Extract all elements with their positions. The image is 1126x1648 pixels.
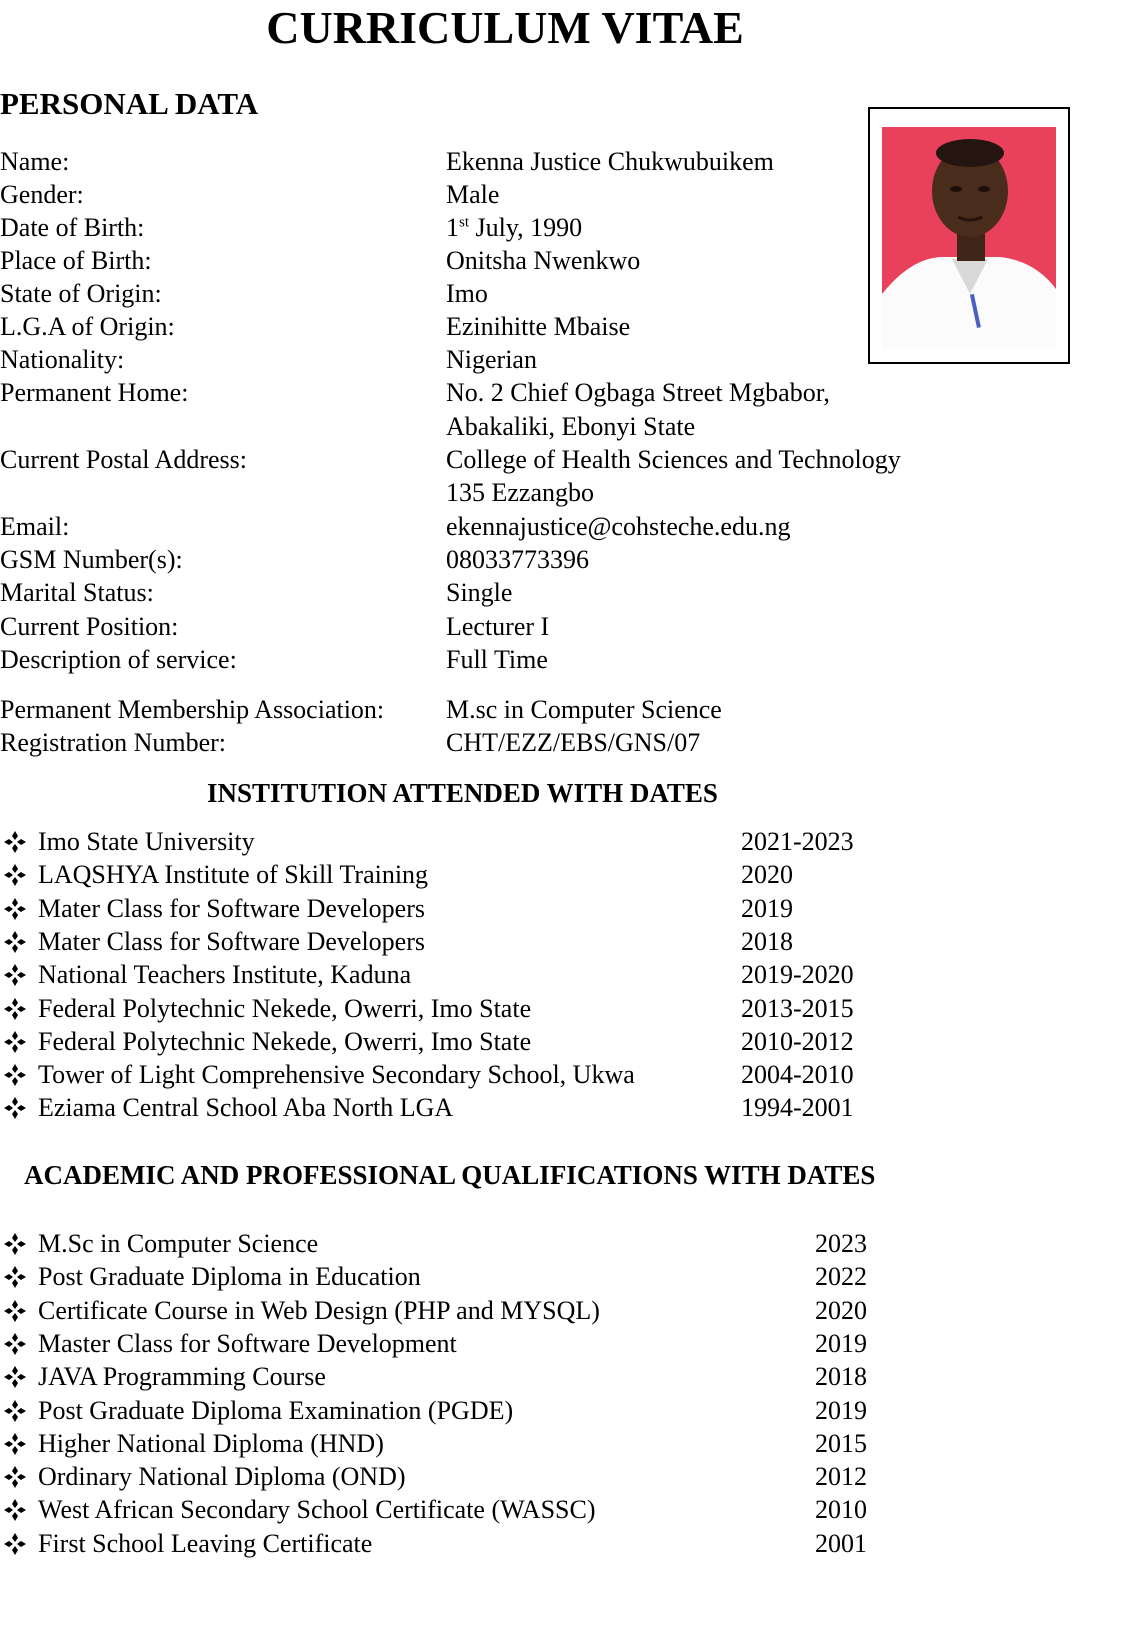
bullet-diamond-icon [2,1531,28,1557]
field-label: Nationality: [0,345,125,374]
field-value: CHT/EZZ/EBS/GNS/07 [446,728,701,757]
field-value: College of Health Sciences and Technology [446,445,901,474]
field-label: GSM Number(s): [0,545,183,574]
field-value: Ekenna Justice Chukwubuikem [446,147,774,176]
list-item-date: 2023 [815,1229,867,1258]
list-item-date: 2012 [815,1462,867,1492]
list-item-date: 2004-2010 [741,1060,854,1090]
qualifications-heading: ACADEMIC AND PROFESSIONAL QUALIFICATIONS WITH DATES [24,1160,876,1190]
list-item-name: Higher National Diploma (HND) [38,1428,384,1458]
field-label: Marital Status: [0,578,154,607]
field-label: Gender: [0,180,84,209]
field-label: Permanent Membership Association: [0,695,385,724]
field-value: 08033773396 [446,545,589,574]
bullet-diamond-icon [2,1331,28,1357]
field-value: Onitsha Nwenkwo [446,246,641,275]
field-value: Full Time [446,645,548,674]
field-label: Description of service: [0,645,237,674]
list-item-name: First School Leaving Certificate [38,1528,373,1558]
list-item-date: 2019-2020 [741,960,854,990]
list-item-date: 2013-2015 [741,993,854,1023]
dob-day: 1 [446,213,459,242]
personal-data-heading: PERSONAL DATA [0,86,259,121]
field-value: Nigerian [446,345,537,374]
list-item-name: Certificate Course in Web Design (PHP and MYSQL) [38,1295,600,1325]
bullet-diamond-icon [2,1231,28,1257]
field-value: Male [446,180,500,209]
list-item-date: 2018 [741,926,793,956]
bullet-diamond-icon [2,862,28,888]
passport-photo [868,107,1070,364]
list-item-name: LAQSHYA Institute of Skill Training [38,860,429,890]
list-item-date: 2019 [815,1395,867,1425]
bullet-diamond-icon [2,1431,28,1457]
field-label: Current Position: [0,612,179,641]
portrait-image [870,109,1068,362]
list-item-date: 2018 [815,1362,867,1392]
list-item-date: 2020 [741,860,793,890]
list-item-name: Ordinary National Diploma (OND) [38,1462,406,1492]
institutions-heading: INSTITUTION ATTENDED WITH DATES [207,778,718,808]
field-label: Name: [0,147,70,176]
bullet-diamond-icon [2,1497,28,1523]
field-value: Ezinihitte Mbaise [446,312,631,341]
list-item-name: Federal Polytechnic Nekede, Owerri, Imo State [38,1026,532,1056]
field-value [446,211,582,245]
list-item-name: Eziama Central School Aba North LGA [38,1093,454,1123]
document-title: CURRICULUM VITAE [266,2,744,53]
field-value: Imo [446,279,488,308]
bullet-diamond-icon [2,1264,28,1290]
field-label: Permanent Home: [0,378,189,407]
field-label: State of Origin: [0,279,162,308]
field-value: Abakaliki, Ebonyi State [446,412,696,441]
list-item-date: 2019 [741,893,793,923]
list-item-name: West African Secondary School Certificate (WASSC) [38,1495,596,1525]
field-value: No. 2 Chief Ogbaga Street Mgbabor, [446,378,830,407]
list-item-name: JAVA Programming Course [38,1362,326,1392]
dob-rest: July, 1990 [469,213,583,242]
list-item-name: Master Class for Software Development [38,1328,457,1358]
field-label: Place of Birth: [0,246,152,275]
list-item-name: M.Sc in Computer Science [38,1229,319,1258]
field-value: ekennajustice@cohsteche.edu.ng [446,512,791,541]
list-item-name: National Teachers Institute, Kaduna [38,960,412,990]
bullet-diamond-icon [2,996,28,1022]
field-label: Registration Number: [0,728,227,757]
bullet-diamond-icon [2,1029,28,1055]
list-item-date: 2001 [815,1528,867,1558]
field-label: Current Postal Address: [0,445,247,474]
bullet-diamond-icon [2,829,28,855]
list-item-name: Tower of Light Comprehensive Secondary School, Ukwa [38,1060,635,1090]
list-item-date: 2021-2023 [741,827,854,856]
field-label: Date of Birth: [0,213,145,242]
list-item-name: Mater Class for Software Developers [38,893,425,923]
bullet-diamond-icon [2,896,28,922]
bullet-diamond-icon [2,1398,28,1424]
bullet-diamond-icon [2,1095,28,1121]
list-item-name: Federal Polytechnic Nekede, Owerri, Imo State [38,993,532,1023]
field-label: Email: [0,512,70,541]
dob-ordinal: st [459,214,470,231]
field-value: Lecturer I [446,612,550,641]
field-label: L.G.A of Origin: [0,312,175,341]
field-value: 135 Ezzangbo [446,478,595,507]
list-item-name: Imo State University [38,827,255,856]
list-item-name: Post Graduate Diploma Examination (PGDE) [38,1395,514,1425]
list-item-date: 2010 [815,1495,867,1525]
bullet-diamond-icon [2,1364,28,1390]
field-value: Single [446,578,513,607]
bullet-diamond-icon [2,1298,28,1324]
bullet-diamond-icon [2,929,28,955]
bullet-diamond-icon [2,1062,28,1088]
list-item-date: 1994-2001 [741,1093,854,1123]
bullet-diamond-icon [2,962,28,988]
list-item-date: 2022 [815,1262,867,1292]
list-item-date: 2019 [815,1328,867,1358]
list-item-name: Mater Class for Software Developers [38,926,425,956]
field-value: M.sc in Computer Science [446,695,722,724]
list-item-date: 2015 [815,1428,867,1458]
list-item-date: 2010-2012 [741,1026,854,1056]
list-item-date: 2020 [815,1295,867,1325]
bullet-diamond-icon [2,1464,28,1490]
list-item-name: Post Graduate Diploma in Education [38,1262,421,1292]
